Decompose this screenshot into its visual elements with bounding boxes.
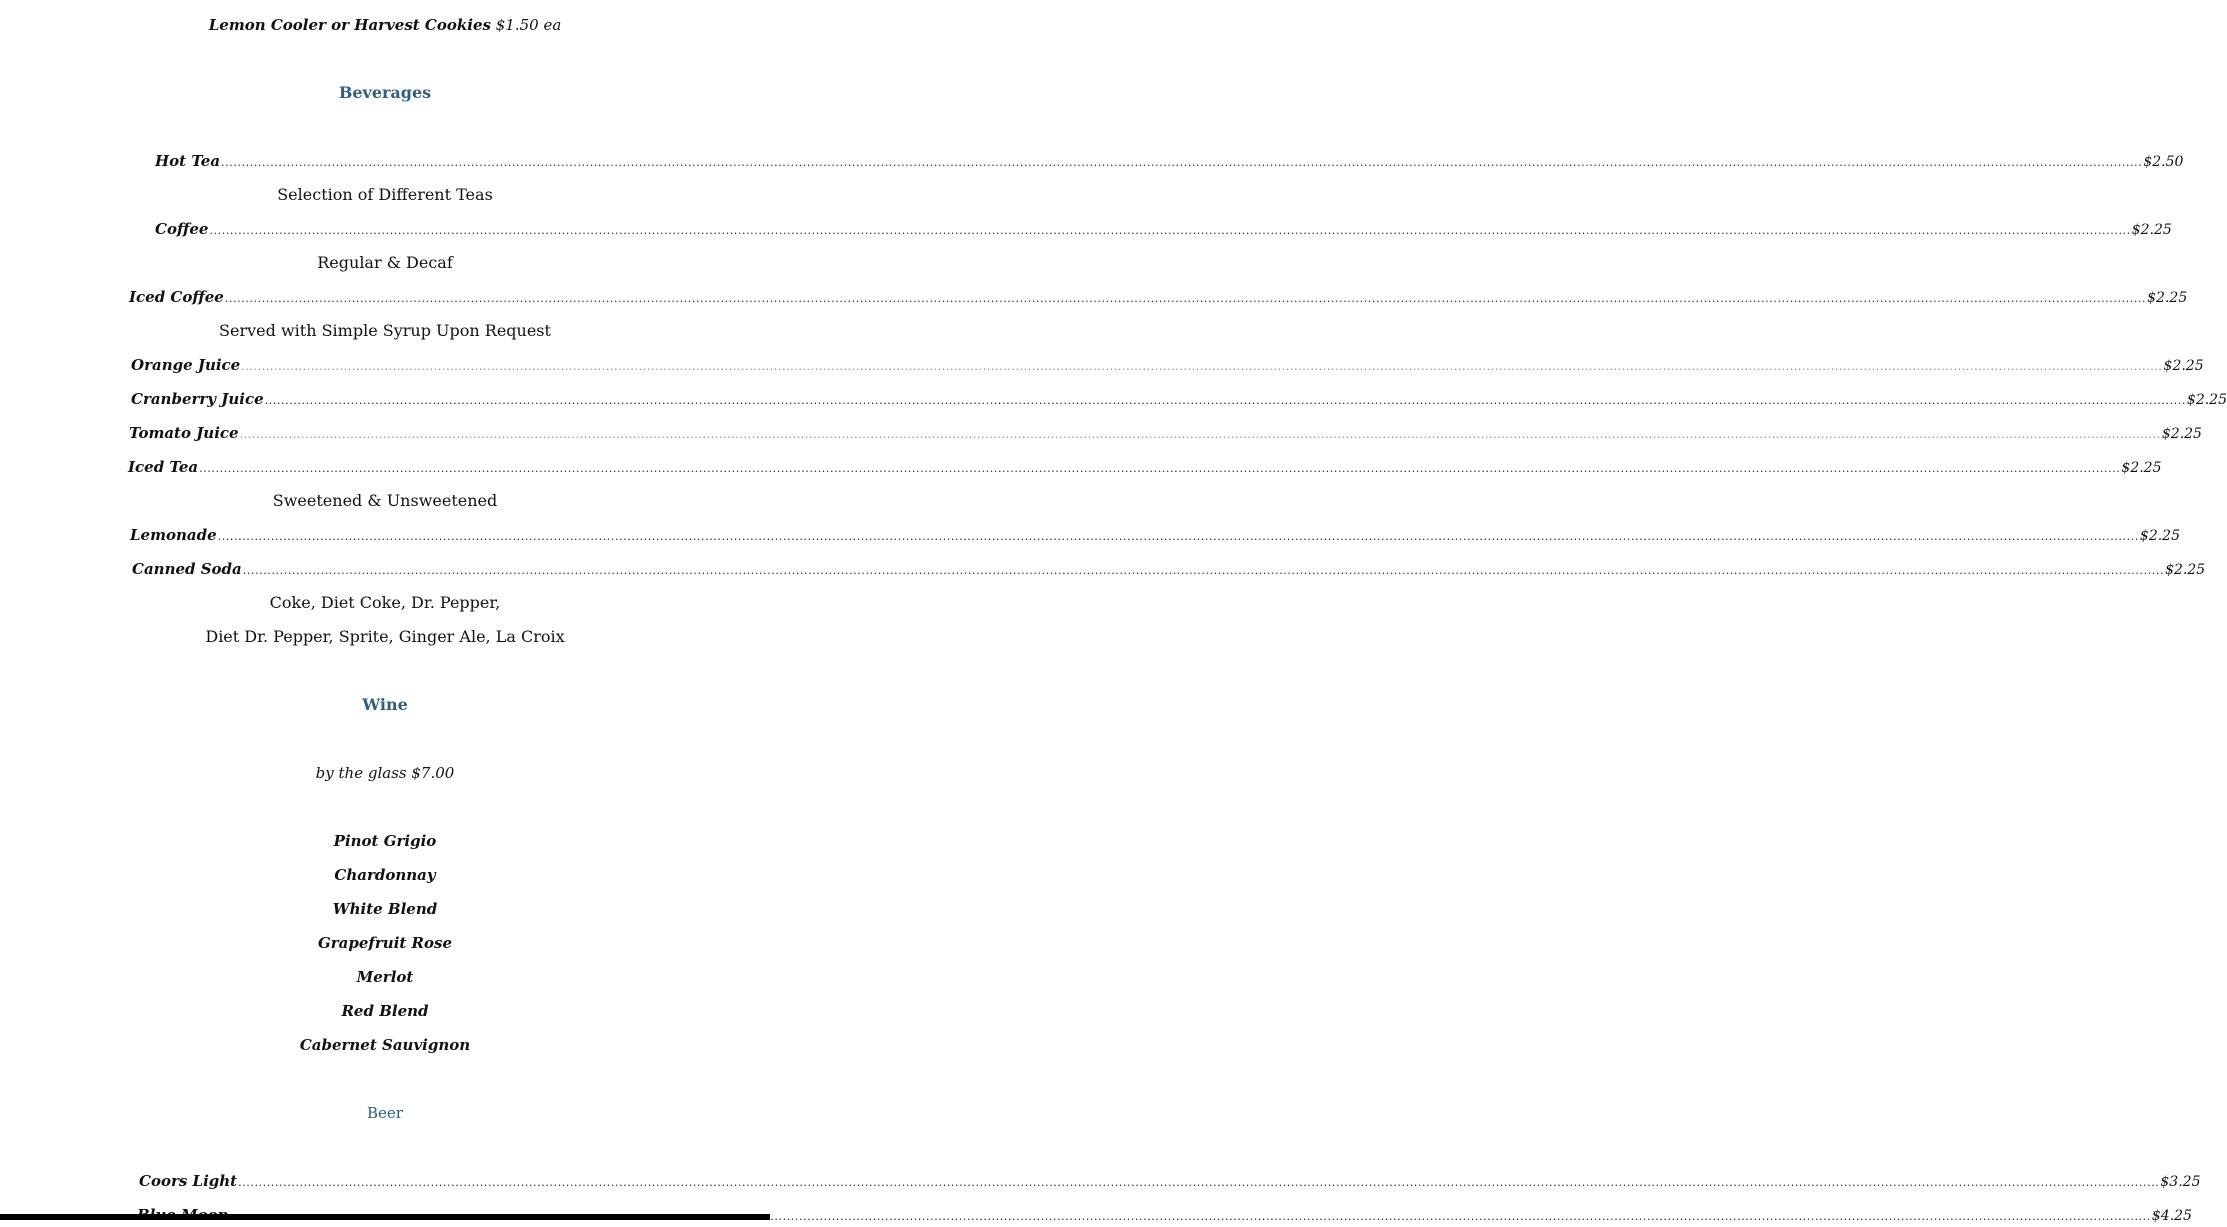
menu-item-coffee (155, 219, 2172, 241)
item-name: Iced Coffee (129, 288, 224, 306)
dot-leader (243, 561, 2164, 581)
dot-leader (240, 425, 2161, 445)
item-price: $2.50 (2143, 154, 2184, 170)
wine-glass-price: by the glass $7.00 (315, 764, 455, 782)
item-name: Orange Juice (131, 356, 241, 374)
menu-item-tomato-juice (129, 423, 2202, 445)
dot-leader (265, 391, 2186, 411)
dot-leader (238, 1173, 2159, 1193)
item-name: Coffee (155, 220, 209, 238)
beverages-heading: Beverages (338, 83, 432, 102)
wine-item: White Blend (332, 900, 438, 918)
soda-list-line: Coke, Diet Coke, Dr. Pepper, (269, 593, 501, 612)
dot-leader (218, 527, 2139, 547)
item-price: $2.25 (2147, 290, 2188, 306)
page-bottom-edge (0, 1214, 770, 1220)
menu-item-iced-coffee (129, 287, 2188, 309)
item-note: Regular & Decaf (317, 253, 453, 272)
item-note: Sweetened & Unsweetened (272, 491, 498, 510)
cookies-line (0, 15, 770, 35)
item-price: $2.25 (2121, 460, 2162, 476)
item-price: $2.25 (2186, 392, 2227, 408)
menu-item-lemonade (130, 525, 2181, 547)
item-name: Canned Soda (132, 560, 242, 578)
item-name: Tomato Juice (129, 424, 239, 442)
item-price: $2.25 (2139, 528, 2181, 544)
item-price: $2.25 (2165, 562, 2206, 578)
menu-item-orange-juice (131, 355, 2204, 377)
cookies-price: $1.50 ea (495, 16, 562, 34)
wine-item: Chardonnay (334, 866, 436, 884)
dot-leader (241, 357, 2162, 377)
wine-heading: Wine (362, 695, 408, 714)
item-price: $2.25 (2163, 358, 2204, 374)
menu-item-coors-light (139, 1171, 2201, 1193)
wine-item: Grapefruit Rose (317, 934, 453, 952)
wine-item: Cabernet Sauvignon (299, 1036, 471, 1054)
menu-item-canned-soda (132, 559, 2206, 581)
dot-leader (199, 459, 2120, 479)
soda-list-line: Diet Dr. Pepper, Sprite, Ginger Ale, La Croix (205, 627, 565, 646)
wine-item: Pinot Grigio (333, 832, 437, 850)
item-name: Coors Light (139, 1172, 238, 1190)
dot-leader (225, 289, 2146, 309)
item-price: $4.25 (2151, 1208, 2192, 1224)
menu-item-iced-tea (128, 457, 2162, 479)
item-name: Lemonade (130, 526, 217, 544)
item-price: $2.25 (2161, 426, 2202, 442)
cookies-name: Lemon Cooler or Harvest Cookies (208, 16, 491, 34)
wine-item: Merlot (356, 968, 414, 986)
item-name: Hot Tea (155, 152, 221, 170)
item-price: $3.25 (2160, 1174, 2201, 1190)
wine-item: Red Blend (341, 1002, 429, 1020)
item-price: $2.25 (2131, 222, 2172, 238)
item-note: Served with Simple Syrup Upon Request (219, 321, 551, 340)
item-note: Selection of Different Teas (277, 185, 493, 204)
item-name: Cranberry Juice (131, 390, 264, 408)
dot-leader (221, 153, 2142, 173)
menu-item-hot-tea (155, 151, 2184, 173)
item-name: Iced Tea (128, 458, 199, 476)
beer-heading: Beer (367, 1104, 403, 1122)
dot-leader (209, 221, 2130, 241)
menu-item-cranberry-juice (131, 389, 2227, 411)
